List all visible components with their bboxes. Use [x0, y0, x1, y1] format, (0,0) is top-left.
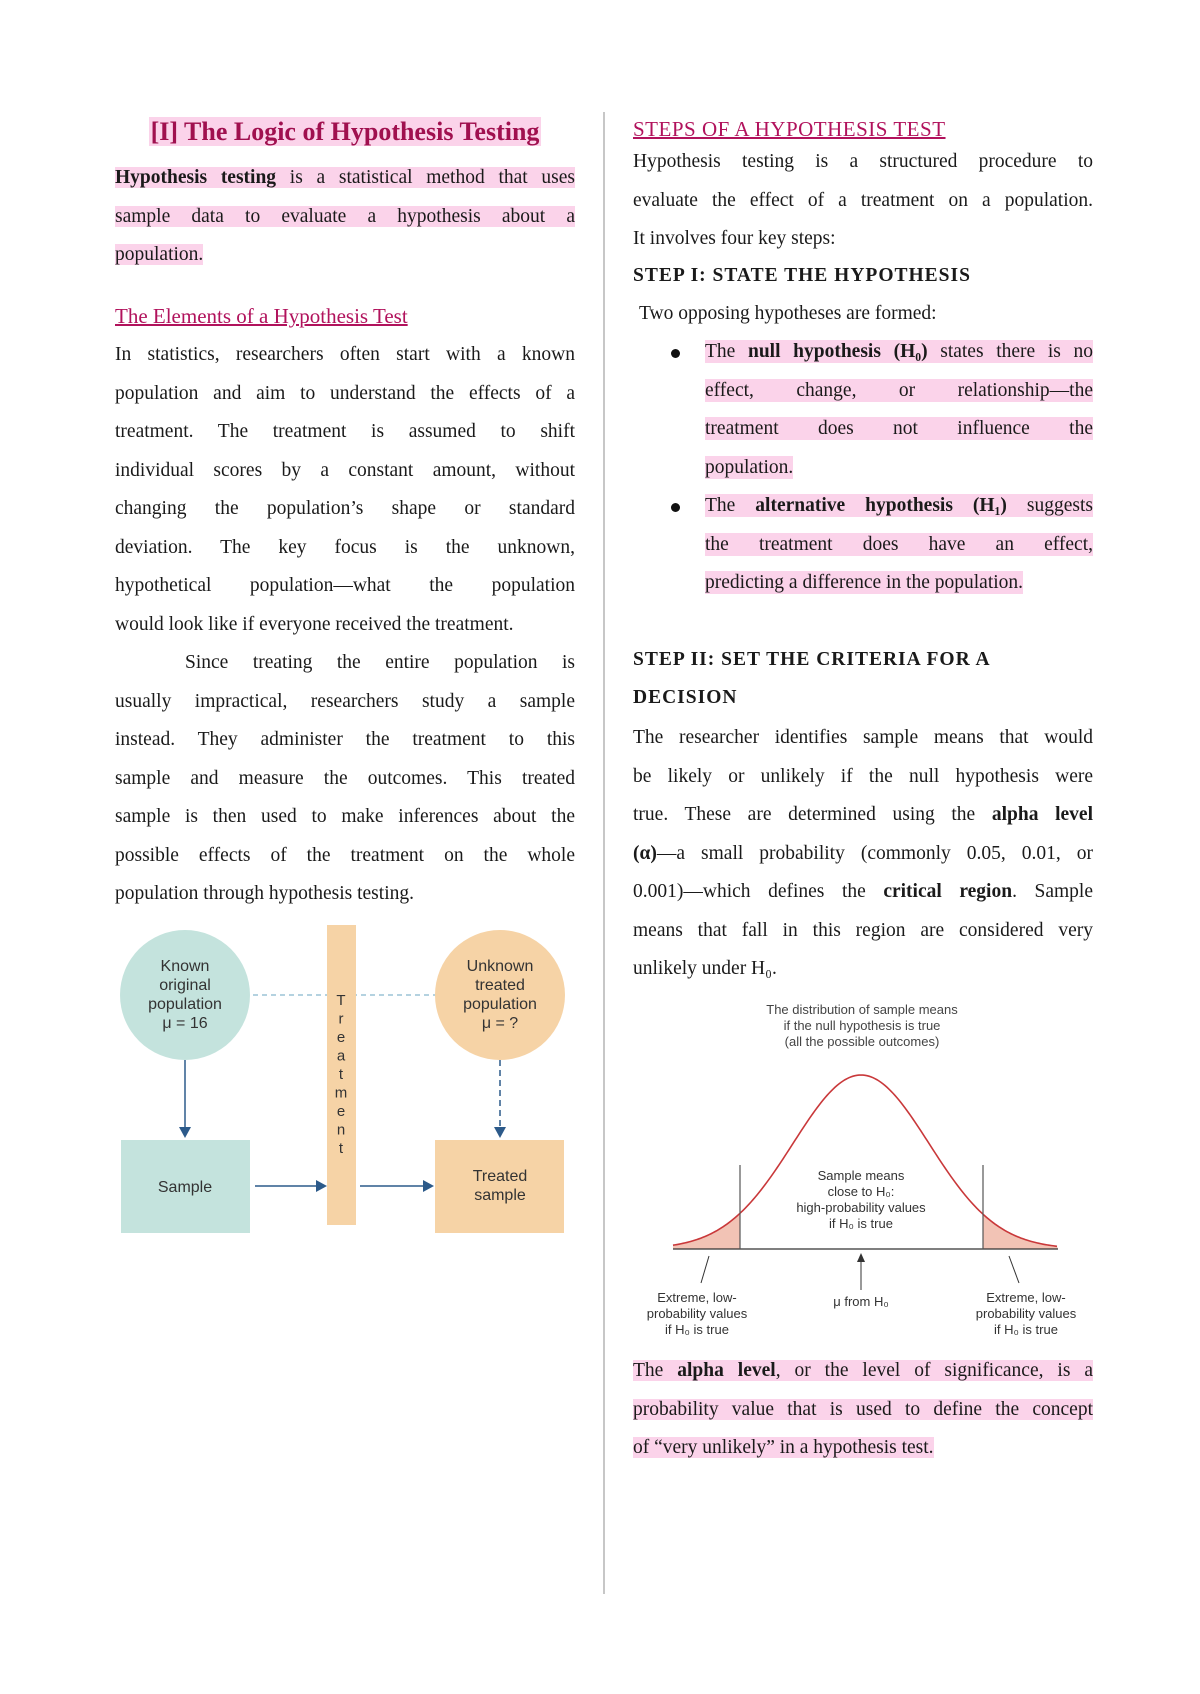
hypotheses-list: [633, 333, 1093, 603]
sample-paragraph-line: sample and measure the outcomes. This treated: [115, 767, 575, 789]
sample-paragraph-line: usually impractical, researchers study a sample: [115, 690, 575, 712]
treatment-diagram: [115, 925, 575, 1235]
right-label-2: probability values: [975, 1306, 1077, 1321]
sample-label: Sample: [157, 1179, 213, 1196]
sample-paragraph-line: population through hypothesis testing.: [115, 883, 414, 904]
bullet-dot: [671, 503, 680, 512]
right-label-3: if H₀ is true: [994, 1322, 1058, 1337]
bullet-dot: [671, 349, 680, 358]
sample-paragraph-line: instead. They administer the treatment to this: [115, 729, 575, 750]
steps-intro-paragraph: [633, 143, 1093, 259]
caption-line-3: (all the possible outcomes): [784, 1034, 940, 1049]
page-title: [I] The Logic of Hypothesis Testing: [150, 117, 540, 146]
step1-heading: STEP I: STATE THE HYPOTHESIS: [633, 265, 971, 286]
left-pointer: [701, 1256, 709, 1283]
treatment-letter: t: [338, 1140, 344, 1157]
arrowhead: [316, 1180, 327, 1192]
arrowhead: [423, 1180, 434, 1192]
treatment-letter: e: [336, 1103, 346, 1120]
sample-paragraph-line: Since treating the entire population is: [185, 652, 575, 673]
steps-intro-line: Hypothesis testing is a structured procedure to: [633, 151, 1093, 172]
center-label-4: if H₀ is true: [829, 1216, 893, 1231]
mean-label: μ from H₀: [833, 1294, 889, 1309]
treatment-letter: n: [336, 1121, 346, 1139]
intro-paragraph: Hypothesis testing is a statistical method that uses sample data to evaluate a hypothesis about a population.: [115, 167, 575, 265]
unknown-line-2: treated: [475, 977, 525, 994]
right-critical-region: [983, 1214, 1058, 1249]
caption-line-1: The distribution of sample means: [766, 1002, 958, 1017]
known-population-circle: [120, 930, 250, 1060]
center-label-2: close to H₀:: [827, 1184, 895, 1199]
right-label-1: Extreme, low-: [986, 1290, 1066, 1305]
arrowhead: [494, 1127, 506, 1138]
arrowhead: [857, 1253, 865, 1262]
step2-heading: STEP II: SET THE CRITERIA FOR A DECISION: [633, 649, 991, 708]
sample-paragraph: [115, 644, 575, 914]
caption-line-2: if the null hypothesis is true: [783, 1018, 941, 1033]
step1-intro: Two opposing hypotheses are formed:: [639, 303, 937, 324]
sample-paragraph-line: possible effects of the treatment on the whole: [115, 844, 575, 866]
elements-paragraph-line: population and aim to understand the effects of a: [115, 382, 575, 404]
steps-intro-line: It involves four key steps:: [633, 228, 836, 249]
right-pointer: [1009, 1256, 1019, 1283]
treatment-letter: T: [336, 992, 346, 1009]
list-item-null-hypothesis: The null hypothesis (H₀) states there is no effect, change, or relationship—the treatment does not influence the population.: [633, 333, 1093, 487]
elements-paragraph-line: would look like if everyone received the treatment.: [115, 613, 514, 635]
unknown-line-3: population: [463, 996, 537, 1013]
left-label-2: probability values: [646, 1306, 748, 1321]
elements-heading: The Elements of a Hypothesis Test: [115, 304, 408, 328]
elements-paragraph-line: deviation. The key focus is the unknown,: [115, 536, 575, 558]
known-line-1: Known: [160, 958, 210, 975]
treatment-letter: r: [338, 1010, 344, 1028]
list-item-alternative-hypothesis: The alternative hypothesis (H₁) suggests the treatment does have an effect, predicting a difference in the population.: [633, 487, 1093, 603]
center-label-1: Sample means: [817, 1168, 905, 1183]
treated-label-2: sample: [474, 1187, 526, 1204]
unknown-population-circle: [435, 930, 565, 1060]
elements-paragraph-line: treatment. The treatment is assumed to shift: [115, 421, 575, 442]
known-line-2: original: [159, 977, 211, 994]
unknown-line-1: Unknown: [466, 958, 534, 975]
sampling-distribution-figure: [633, 1000, 1093, 1350]
elements-paragraph-line: individual scores by a constant amount, without: [115, 459, 575, 481]
elements-paragraph-line: changing the population’s shape or standard: [115, 498, 575, 519]
sample-paragraph-line: sample is then used to make inferences about the: [115, 806, 575, 827]
treatment-letter: t: [338, 1066, 344, 1083]
steps-intro-line: evaluate the effect of a treatment on a population.: [633, 189, 1093, 211]
steps-heading: STEPS OF A HYPOTHESIS TEST: [633, 117, 946, 141]
treatment-letter: m: [334, 1084, 348, 1102]
elements-paragraph-line: In statistics, researchers often start with a known: [115, 344, 575, 365]
step2-paragraph: The researcher identifies sample means that would be likely or unlikely if the null hypothesis were true. These are determined using the alpha level (α)—a small probability (commonly 0.05, 0.01, or 0.001)—which defines the critical region. Sample means that fall in this region are considered very unlikely under H₀.: [633, 727, 1093, 979]
elements-paragraph: [115, 336, 575, 644]
treatment-letter: a: [336, 1047, 346, 1065]
arrowhead: [179, 1127, 191, 1138]
left-label-3: if H₀ is true: [665, 1322, 729, 1337]
treated-label-1: Treated: [472, 1168, 528, 1185]
column-divider: [603, 112, 605, 1594]
left-label-1: Extreme, low-: [657, 1290, 737, 1305]
unknown-line-4: μ = ?: [481, 1015, 519, 1032]
alpha-paragraph: The alpha level, or the level of significance, is a probability value that is used to define the concept of “very unlikely” in a hypothesis test.: [633, 1360, 1093, 1458]
known-line-4: μ = 16: [162, 1015, 208, 1032]
center-label-3: high-probability values: [796, 1200, 926, 1215]
known-line-3: population: [148, 996, 222, 1013]
treatment-letter: e: [336, 1029, 346, 1046]
elements-paragraph-line: hypothetical population—what the population: [115, 575, 575, 596]
